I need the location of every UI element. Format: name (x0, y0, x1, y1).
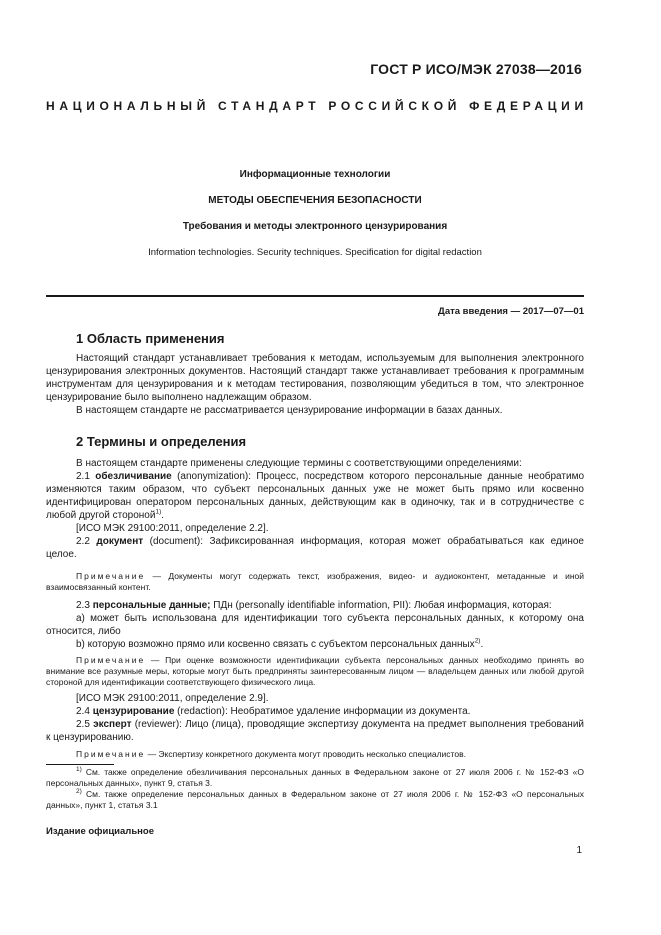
term-2-1-number: 2.1 (76, 471, 96, 482)
note-3-text: — Экспертизу конкретного документа могут проводить несколько специалистов. (145, 749, 466, 759)
term-2-2-term: документ (96, 536, 144, 547)
term-2-4-2-5-block (46, 692, 584, 744)
term-2-3-text: ПДн (personally identifiable information, PII): Любая информация, которая: (210, 600, 552, 611)
standard-code: ГОСТ Р ИСО/МЭК 27038—2016 (370, 61, 582, 77)
term-2-3-item-b-text: b) которую возможно прямо или косвенно связать с субъектом персональных данных (76, 639, 475, 650)
term-2-3-item-a: а) может быть использована для идентификации того субъекта персональных данных, к которому она относится, либо (46, 613, 584, 637)
term-2-4-text: (redaction): Необратимое удаление информации из документа. (174, 706, 471, 717)
term-2-2 (46, 535, 584, 561)
title-english: Information technologies. Security techniques. Specification for digital redaction (148, 247, 482, 258)
note-3-label: Примечание (76, 749, 146, 759)
term-2-1-reference: [ИСО МЭК 29100:2011, определение 2.2]. (76, 523, 269, 534)
footnote-2-marker: 2) (76, 788, 82, 796)
note-2-label: Примечание (76, 655, 146, 665)
section-2-intro: В настоящем стандарте применены следующие термины с соответствующими определениями: (76, 458, 522, 469)
note-2-text: — При оценке возможности идентификации субъекта персональных данных необходимо принять во внимание все разумные меры, которые могут быть предприняты заинтересованным лицом — владельцем данных или любой другой стороной для идентификации соответствующего физического лица. (46, 655, 584, 687)
term-2-3-reference: [ИСО МЭК 29100:2011, определение 2.9]. (76, 693, 269, 704)
term-2-4-term: цензурирование (92, 706, 175, 717)
term-2-5 (46, 718, 584, 744)
national-standard-banner: НАЦИОНАЛЬНЫЙ СТАНДАРТ РОССИЙСКОЙ ФЕДЕРАЦИИ (46, 99, 588, 113)
term-2-2-text: (document): Зафиксированная информация, которая может обрабатываться как единое целое. (46, 536, 584, 560)
footnote-1 (46, 767, 584, 789)
section-1-paragraph-2: В настоящем стандарте не рассматривается цензурирование информации в базах данных. (76, 405, 503, 416)
note-3 (46, 749, 584, 760)
term-2-1-term: обезличивание (95, 471, 172, 482)
note-1 (46, 571, 584, 593)
section-2-heading: 2 Термины и определения (76, 434, 247, 449)
term-2-3-item-b-end: . (480, 639, 484, 650)
term-2-4 (46, 705, 584, 718)
term-2-2-number: 2.2 (76, 536, 97, 547)
footnote-2 (46, 789, 584, 811)
footnotes (46, 767, 584, 811)
section-1-heading: 1 Область применения (76, 331, 225, 346)
footnote-1-text: См. также определение обезличивания персональных данных в Федеральном законе от 27 июля 2006 г. № 152-ФЗ «О персональных данных», пункт 9, статья 3. (46, 767, 584, 788)
term-2-3 (46, 599, 584, 612)
term-2-5-text: (reviewer): Лицо (лица), проводящие экспертизу документа на предмет выполнения требований к цензурированию. (46, 719, 585, 743)
note-2 (46, 655, 584, 688)
footnote-ref-2: 2) (474, 637, 481, 645)
section-1-paragraph-1: Настоящий стандарт устанавливает требования к методам, используемым для выполнения электронного цензурирования электронных документов. Настоящий стандарт также устанавливает требования к программным инструментам для цензурирования и к методам тестирования, позволяющим убедиться в том, что электронное цензурирование было выполнено надлежащим образом. (46, 353, 584, 403)
title-line-2: МЕТОДЫ ОБЕСПЕЧЕНИЯ БЕЗОПАСНОСТИ (208, 195, 422, 206)
term-2-3-block (46, 599, 584, 651)
note-1-label: Примечание (76, 571, 146, 581)
footnote-divider (46, 764, 114, 765)
section-1-body (46, 352, 584, 417)
term-2-5-term: эксперт (93, 719, 132, 730)
edition-label: Издание официальное (46, 826, 154, 837)
term-2-1-text: (anonymization): Процесс, посредством которого персональные данные необратимо изменяются таким образом, что субъект персональных данных уже не может быть прямо или косвенно идентифицирован оператором персональных данных, действующим как в одиночку, так и в сотрудничестве с любой другой стороной (46, 471, 584, 521)
title-line-1: Информационные технологии (239, 169, 391, 180)
term-2-1-end: . (161, 510, 165, 521)
footnote-1-marker: 1) (76, 766, 82, 774)
title-divider (46, 295, 584, 297)
title-line-3: Требования и методы электронного цензурирования (182, 221, 448, 232)
section-2-body (46, 457, 584, 561)
term-2-3-term: персональные данные; (92, 600, 211, 611)
term-2-3-number: 2.3 (76, 600, 93, 611)
effective-date: Дата введения — 2017—07—01 (438, 306, 584, 317)
note-1-text: — Документы могут содержать текст, изображения, видео- и аудиоконтент, метаданные и иной взаимосвязанный контент. (46, 571, 584, 592)
term-2-1 (46, 470, 584, 522)
footnote-2-text: См. также определение персональных данных в Федеральном законе от 27 июля 2006 г. № 152-ФЗ «О персональных данных», пункт 1, статья 3.1 (46, 789, 584, 810)
footnote-ref-1: 1) (155, 508, 162, 516)
term-2-3-item-b (46, 638, 584, 651)
page-number: 1 (576, 845, 582, 856)
term-2-5-number: 2.5 (76, 719, 94, 730)
term-2-4-number: 2.4 (76, 706, 93, 717)
